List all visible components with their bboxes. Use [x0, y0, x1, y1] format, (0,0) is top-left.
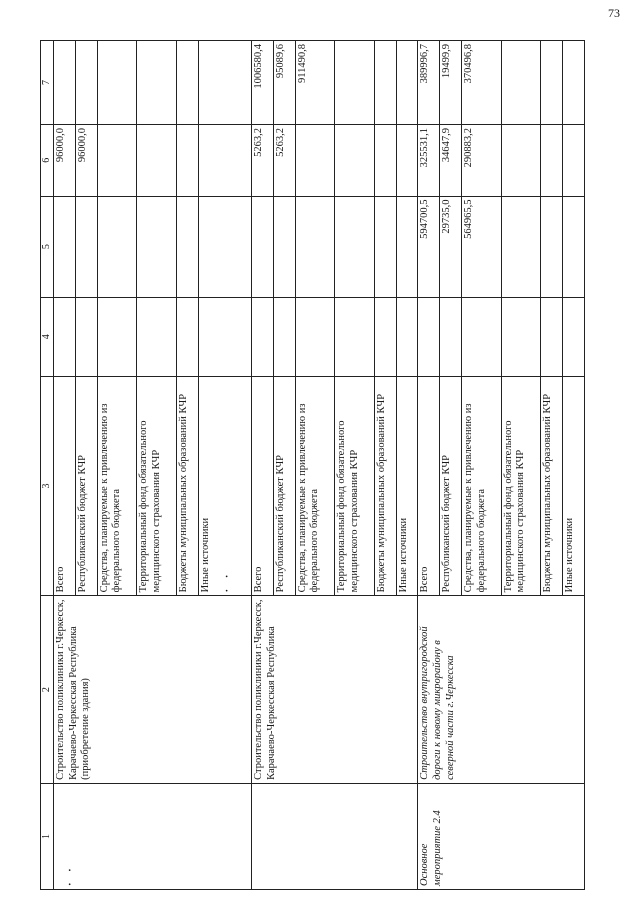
value-cell [374, 41, 396, 125]
value-cell: 594700,5 [418, 196, 440, 297]
value-cell [396, 41, 418, 125]
source-cell: Бюджеты муниципальных образований КЧР [176, 376, 198, 596]
value-cell [198, 297, 252, 376]
value-cell [418, 297, 440, 376]
value-cell [541, 41, 563, 125]
value-cell [176, 41, 198, 125]
value-cell [97, 196, 137, 297]
value-cell [295, 196, 335, 297]
value-cell [54, 41, 76, 125]
source-cell: Территориальный фонд обязательного медицинского страхования КЧР [335, 376, 375, 596]
value-cell [335, 297, 375, 376]
source-cell: Бюджеты муниципальных образований КЧР [541, 376, 563, 596]
value-cell: 290883,2 [462, 124, 502, 196]
value-cell [396, 124, 418, 196]
column-header: 6 [41, 124, 54, 196]
activity-cell [54, 783, 252, 889]
value-cell [75, 297, 97, 376]
value-cell: 389996,7 [418, 41, 440, 125]
value-cell: 911490,8 [295, 41, 335, 125]
value-cell: 564965,5 [462, 196, 502, 297]
value-cell [75, 41, 97, 125]
value-cell [396, 297, 418, 376]
value-cell [562, 124, 584, 196]
source-cell: Всего [252, 376, 274, 596]
page-number: 73 [608, 6, 620, 20]
value-cell: 325531,1 [418, 124, 440, 196]
value-cell [97, 124, 137, 196]
value-cell [541, 196, 563, 297]
source-cell: Республиканский бюджет КЧР [75, 376, 97, 596]
value-cell: 29735,0 [440, 196, 462, 297]
value-cell [75, 196, 97, 297]
source-cell: Средства, планируемые к привлечению из федерального бюджета [462, 376, 502, 596]
value-cell [198, 124, 252, 196]
measure-name-cell: Строительство внутригородской дороги к новому микрорайону в северной части г.Черкесска [418, 596, 585, 784]
activity-cell: Основное мероприятие 2.4 [418, 783, 585, 889]
column-header: 1 [41, 783, 54, 889]
value-cell [501, 41, 541, 125]
value-cell [97, 41, 137, 125]
value-cell [541, 124, 563, 196]
value-cell [501, 196, 541, 297]
value-cell [137, 297, 177, 376]
source-cell: Иные источники · · [198, 376, 252, 596]
value-cell: 34647,9 [440, 124, 462, 196]
measure-name-cell: Строительство поликлиники г.Черкесск, Карачаево-Черкесская Республика [252, 596, 418, 784]
value-cell [374, 124, 396, 196]
value-cell [54, 196, 76, 297]
value-cell [97, 297, 137, 376]
value-cell [501, 124, 541, 196]
value-cell [335, 41, 375, 125]
source-cell: Иные источники [396, 376, 418, 596]
source-cell: Всего [418, 376, 440, 596]
value-cell: 5263,2 [273, 124, 295, 196]
header-row [41, 41, 54, 890]
value-cell [440, 297, 462, 376]
value-cell [374, 196, 396, 297]
value-cell [335, 124, 375, 196]
column-header: 3 [41, 376, 54, 596]
source-cell: Средства, планируемые к привлечению из федерального бюджета [97, 376, 137, 596]
table-row [252, 41, 274, 890]
source-cell: Средства, планируемые к привлечению из федерального бюджета [295, 376, 335, 596]
value-cell [501, 297, 541, 376]
value-cell [273, 196, 295, 297]
source-cell: Территориальный фонд обязательного медицинского страхования КЧР [501, 376, 541, 596]
value-cell: 19499,9 [440, 41, 462, 125]
value-cell: 96000,0 [54, 124, 76, 196]
value-cell [335, 196, 375, 297]
value-cell [374, 297, 396, 376]
value-cell [137, 41, 177, 125]
value-cell [176, 297, 198, 376]
source-cell: Всего [54, 376, 76, 596]
rotated-page [40, 40, 585, 890]
value-cell: 5263,2 [252, 124, 274, 196]
value-cell: 96000,0 [75, 124, 97, 196]
value-cell [273, 297, 295, 376]
column-header: 4 [41, 297, 54, 376]
value-cell [252, 297, 274, 376]
value-cell [295, 297, 335, 376]
value-cell [198, 196, 252, 297]
value-cell [562, 297, 584, 376]
financing-table [40, 40, 585, 890]
value-cell: 1006580,4 [252, 41, 274, 125]
scan-marks: · · [222, 570, 234, 593]
value-cell [54, 297, 76, 376]
column-header: 2 [41, 596, 54, 784]
column-header: 7 [41, 41, 54, 125]
value-cell [198, 41, 252, 125]
value-cell [562, 196, 584, 297]
column-header: 5 [41, 196, 54, 297]
source-cell: Территориальный фонд обязательного медицинского страхования КЧР [137, 376, 177, 596]
value-cell [176, 124, 198, 196]
activity-cell [252, 783, 418, 889]
value-cell [396, 196, 418, 297]
value-cell [137, 124, 177, 196]
source-cell: Республиканский бюджет КЧР [440, 376, 462, 596]
value-cell [252, 196, 274, 297]
value-cell [137, 196, 177, 297]
measure-name-cell: Строительство поликлиники г.Черкесск, Карачаево-Черкесская Республика (приобретение здания) [54, 596, 252, 784]
value-cell [541, 297, 563, 376]
value-cell [462, 297, 502, 376]
table-row [54, 41, 76, 890]
value-cell: 370496,8 [462, 41, 502, 125]
table-row [418, 41, 440, 890]
source-cell: Республиканский бюджет КЧР [273, 376, 295, 596]
source-cell: Бюджеты муниципальных образований КЧР [374, 376, 396, 596]
value-cell: 95089,6 [273, 41, 295, 125]
value-cell [295, 124, 335, 196]
scan-marks: · · [65, 864, 76, 886]
value-cell [562, 41, 584, 125]
value-cell [176, 196, 198, 297]
source-cell: Иные источники [562, 376, 584, 596]
